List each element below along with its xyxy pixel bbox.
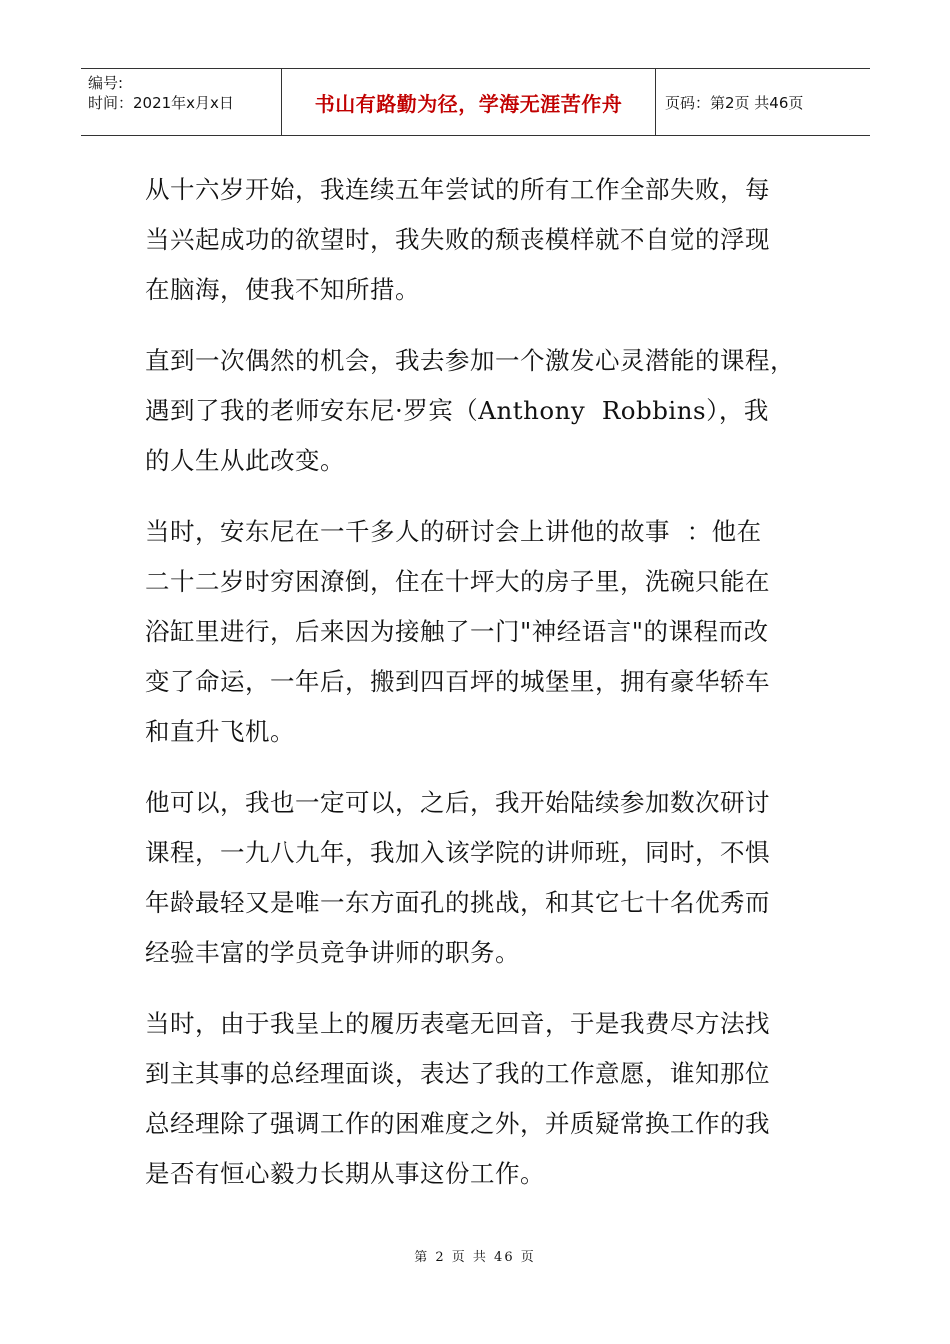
paragraph (145, 778, 795, 978)
text-line: 遇到了我的老师安东尼·罗宾（Anthony Robbins），我 (145, 396, 769, 425)
text-line: 经验丰富的学员竞争讲师的职务。 (145, 938, 520, 967)
paragraph (145, 165, 795, 315)
header-motto-cell (282, 69, 656, 135)
number-label: 编号: (88, 74, 124, 92)
text-line: 从十六岁开始，我连续五年尝试的所有工作全部失败，每 (145, 175, 770, 204)
motto-text: 书山有路勤为径，学海无涯苦作舟 (314, 91, 623, 116)
header-meta-cell (81, 69, 282, 135)
text-line: 的人生从此改变。 (145, 446, 345, 475)
paragraph (145, 999, 795, 1199)
text-line: 二十二岁时穷困潦倒，住在十坪大的房子里，洗碗只能在 (145, 567, 770, 596)
paragraph (145, 336, 795, 486)
text-line: 当时，安东尼在一千多人的研讨会上讲他的故事 ：他在 (145, 517, 762, 546)
text-line: 当兴起成功的欲望时，我失败的颓丧模样就不自觉的浮现 (145, 225, 770, 254)
paragraph (145, 507, 795, 757)
text-line: 总经理除了强调工作的困难度之外，并质疑常换工作的我 (145, 1109, 770, 1138)
text-line: 浴缸里进行，后来因为接触了一门"神经语言"的课程而改 (145, 617, 769, 646)
text-line: 在脑海，使我不知所措。 (145, 275, 420, 304)
time-label: 时间：2021年x月x日 (88, 94, 234, 112)
text-line: 年龄最轻又是唯一东方面孔的挑战，和其它七十名优秀而 (145, 888, 770, 917)
text-line: 到主其事的总经理面谈，表达了我的工作意愿，谁知那位 (145, 1059, 770, 1088)
header-page-cell (656, 69, 870, 135)
text-line: 直到一次偶然的机会，我去参加一个激发心灵潜能的课程， (145, 346, 795, 375)
text-line: 他可以，我也一定可以，之后，我开始陆续参加数次研讨 (145, 788, 770, 817)
document-header (81, 68, 870, 136)
page-footer: 第 2 页 共 46 页 (414, 1250, 536, 1265)
text-line: 课程，一九八九年，我加入该学院的讲师班，同时，不惧 (145, 838, 770, 867)
text-line: 和直升飞机。 (145, 717, 295, 746)
document-body (145, 165, 795, 1220)
text-line: 当时，由于我呈上的履历表毫无回音，于是我费尽方法找 (145, 1009, 770, 1038)
text-line: 是否有恒心毅力长期从事这份工作。 (145, 1159, 545, 1188)
page-info: 页码：第2页 共46页 (665, 93, 804, 112)
text-line: 变了命运，一年后，搬到四百坪的城堡里，拥有豪华轿车 (145, 667, 770, 696)
